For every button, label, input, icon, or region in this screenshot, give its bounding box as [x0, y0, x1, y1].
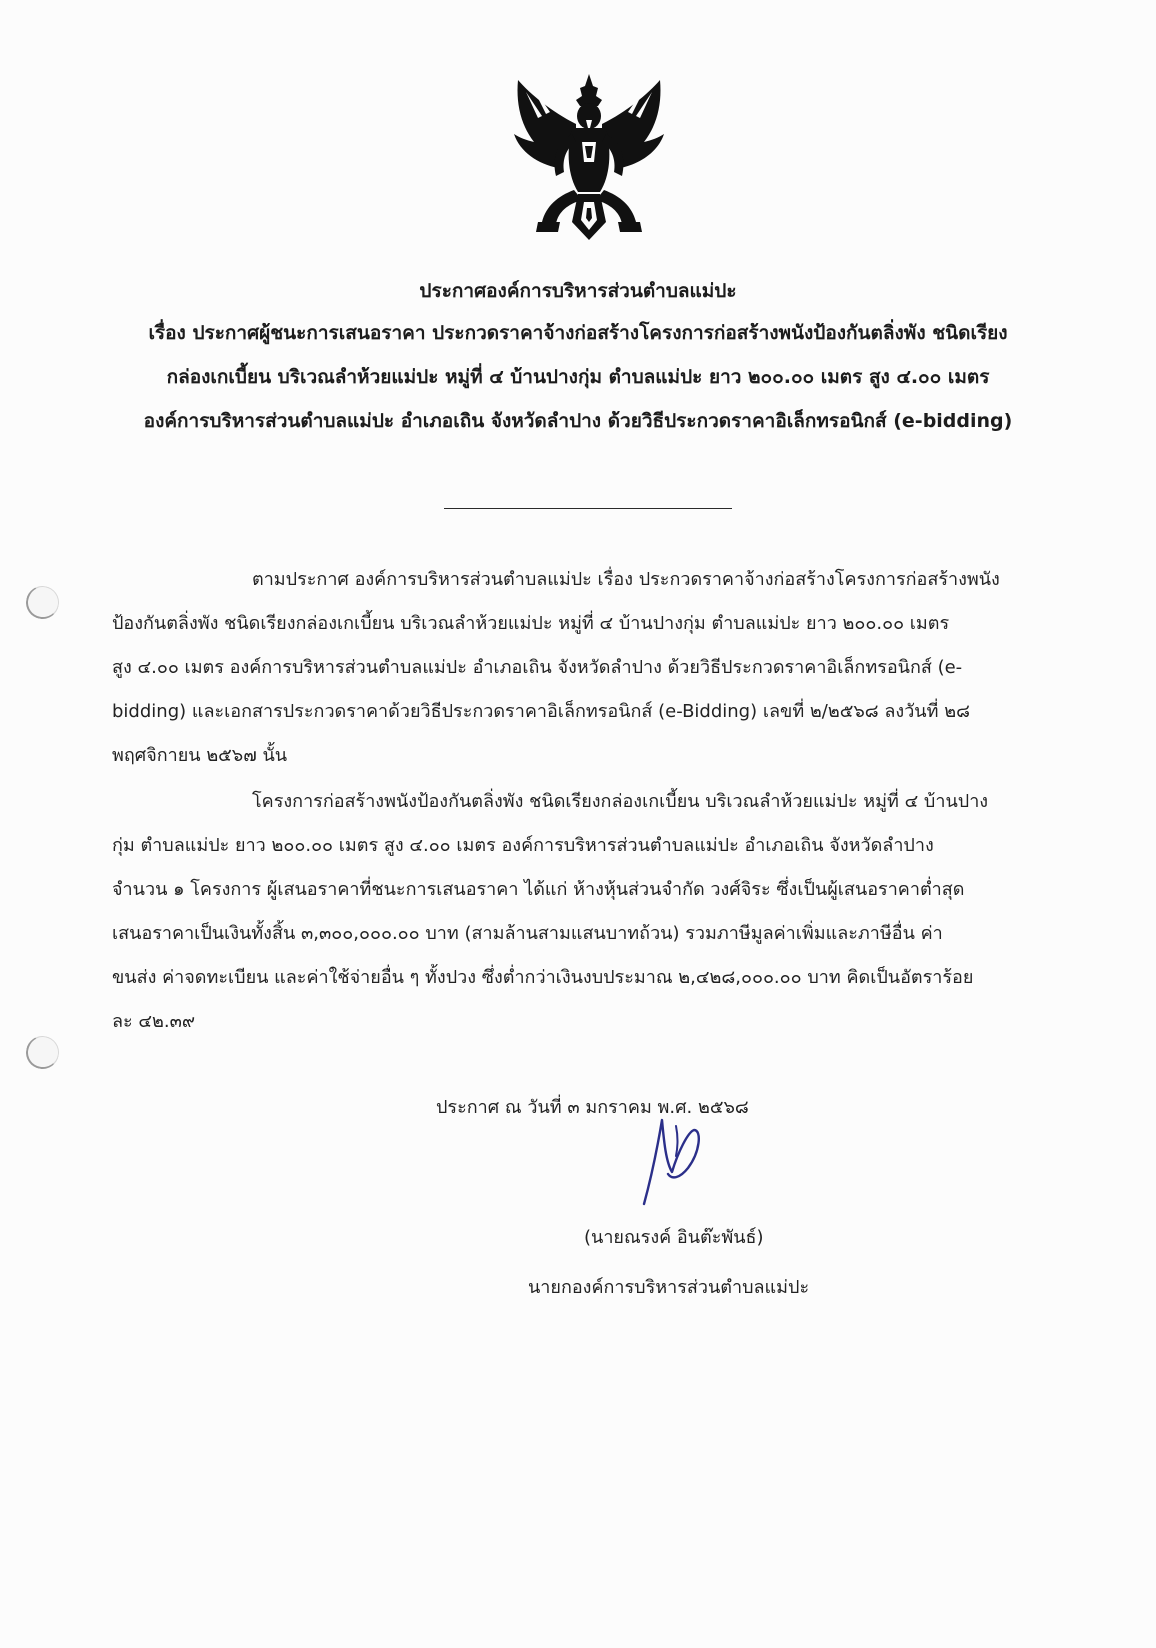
paragraph-2-line: ละ ๔๒.๓๙ [112, 1011, 196, 1032]
paragraph-1-line: ป้องกันตลิ่งพัง ชนิดเรียงกล่องเกเบี้ยน บริเวณลำห้วยแม่ปะ หมู่ที่ ๔ บ้านปางกุ่ม ตำบลแม่ปะ ยาว ๒๐๐.๐๐ เมตร [112, 613, 950, 634]
garuda-emblem-icon [512, 72, 666, 242]
punch-hole [23, 583, 61, 621]
paragraph-1-line: ตามประกาศ องค์การบริหารส่วนตำบลแม่ปะ เรื่อง ประกวดราคาจ้างก่อสร้างโครงการก่อสร้างพนัง [252, 569, 1000, 590]
subject-line-2: กล่องเกเบี้ยน บริเวณลำห้วยแม่ปะ หมู่ที่ ๔ บ้านปางกุ่ม ตำบลแม่ปะ ยาว ๒๐๐.๐๐ เมตร สูง ๔.๐๐ เมตร [166, 366, 990, 388]
paragraph-1-line: สูง ๔.๐๐ เมตร องค์การบริหารส่วนตำบลแม่ปะ อำเภอเถิน จังหวัดลำปาง ด้วยวิธีประกวดราคาอิเล็กทรอนิกส์ (e- [112, 657, 963, 678]
paragraph-2-line: เสนอราคาเป็นเงินทั้งสิ้น ๓,๓๐๐,๐๐๐.๐๐ บาท (สามล้านสามแสนบาทถ้วน) รวมภาษีมูลค่าเพิ่มและภาษีอื่น ค่า [112, 923, 943, 944]
divider-rule [444, 508, 732, 509]
signer-name: (นายณรงค์ อินต๊ะพันธ์) [584, 1227, 764, 1248]
paragraph-2-line: จำนวน ๑ โครงการ ผู้เสนอราคาที่ชนะการเสนอราคา ได้แก่ ห้างหุ้นส่วนจำกัด วงศ์จิระ ซึ่งเป็นผู้เสนอราคาต่ำสุด [112, 879, 965, 900]
paragraph-2-line: กุ่ม ตำบลแม่ปะ ยาว ๒๐๐.๐๐ เมตร สูง ๔.๐๐ เมตร องค์การบริหารส่วนตำบลแม่ปะ อำเภอเถิน จังหวัดลำปาง [112, 835, 934, 856]
paragraph-1-line: bidding) และเอกสารประกวดราคาด้วยวิธีประกวดราคาอิเล็กทรอนิกส์ (e-Bidding) เลขที่ ๒/๒๕๖๘ ลงวันที่ ๒๘ [112, 701, 970, 722]
subject-line-3: องค์การบริหารส่วนตำบลแม่ปะ อำเภอเถิน จังหวัดลำปาง ด้วยวิธีประกวดราคาอิเล็กทรอนิกส์ (e-bidding) [143, 410, 1013, 432]
handwritten-signature-icon [636, 1112, 716, 1208]
paragraph-1-line: พฤศจิกายน ๒๕๖๗ นั้น [112, 745, 288, 766]
punch-hole [23, 1033, 61, 1071]
signer-title: นายกองค์การบริหารส่วนตำบลแม่ปะ [528, 1277, 810, 1298]
subject-line-1: เรื่อง ประกาศผู้ชนะการเสนอราคา ประกวดราคาจ้างก่อสร้างโครงการก่อสร้างพนังป้องกันตลิ่งพัง ชนิดเรียง [148, 322, 1008, 344]
paragraph-2-line: โครงการก่อสร้างพนังป้องกันตลิ่งพัง ชนิดเรียงกล่องเกเบี้ยน บริเวณลำห้วยแม่ปะ หมู่ที่ ๔ บ้านปาง [252, 791, 989, 812]
paragraph-2-line: ขนส่ง ค่าจดทะเบียน และค่าใช้จ่ายอื่น ๆ ทั้งปวง ซึ่งต่ำกว่าเงินงบประมาณ ๒,๔๒๘,๐๐๐.๐๐ บาท คิดเป็นอัตราร้อย [112, 967, 974, 988]
announcement-date: ประกาศ ณ วันที่ ๓ มกราคม พ.ศ. ๒๕๖๘ [436, 1097, 749, 1118]
announcement-title: ประกาศองค์การบริหารส่วนตำบลแม่ปะ [419, 280, 737, 302]
